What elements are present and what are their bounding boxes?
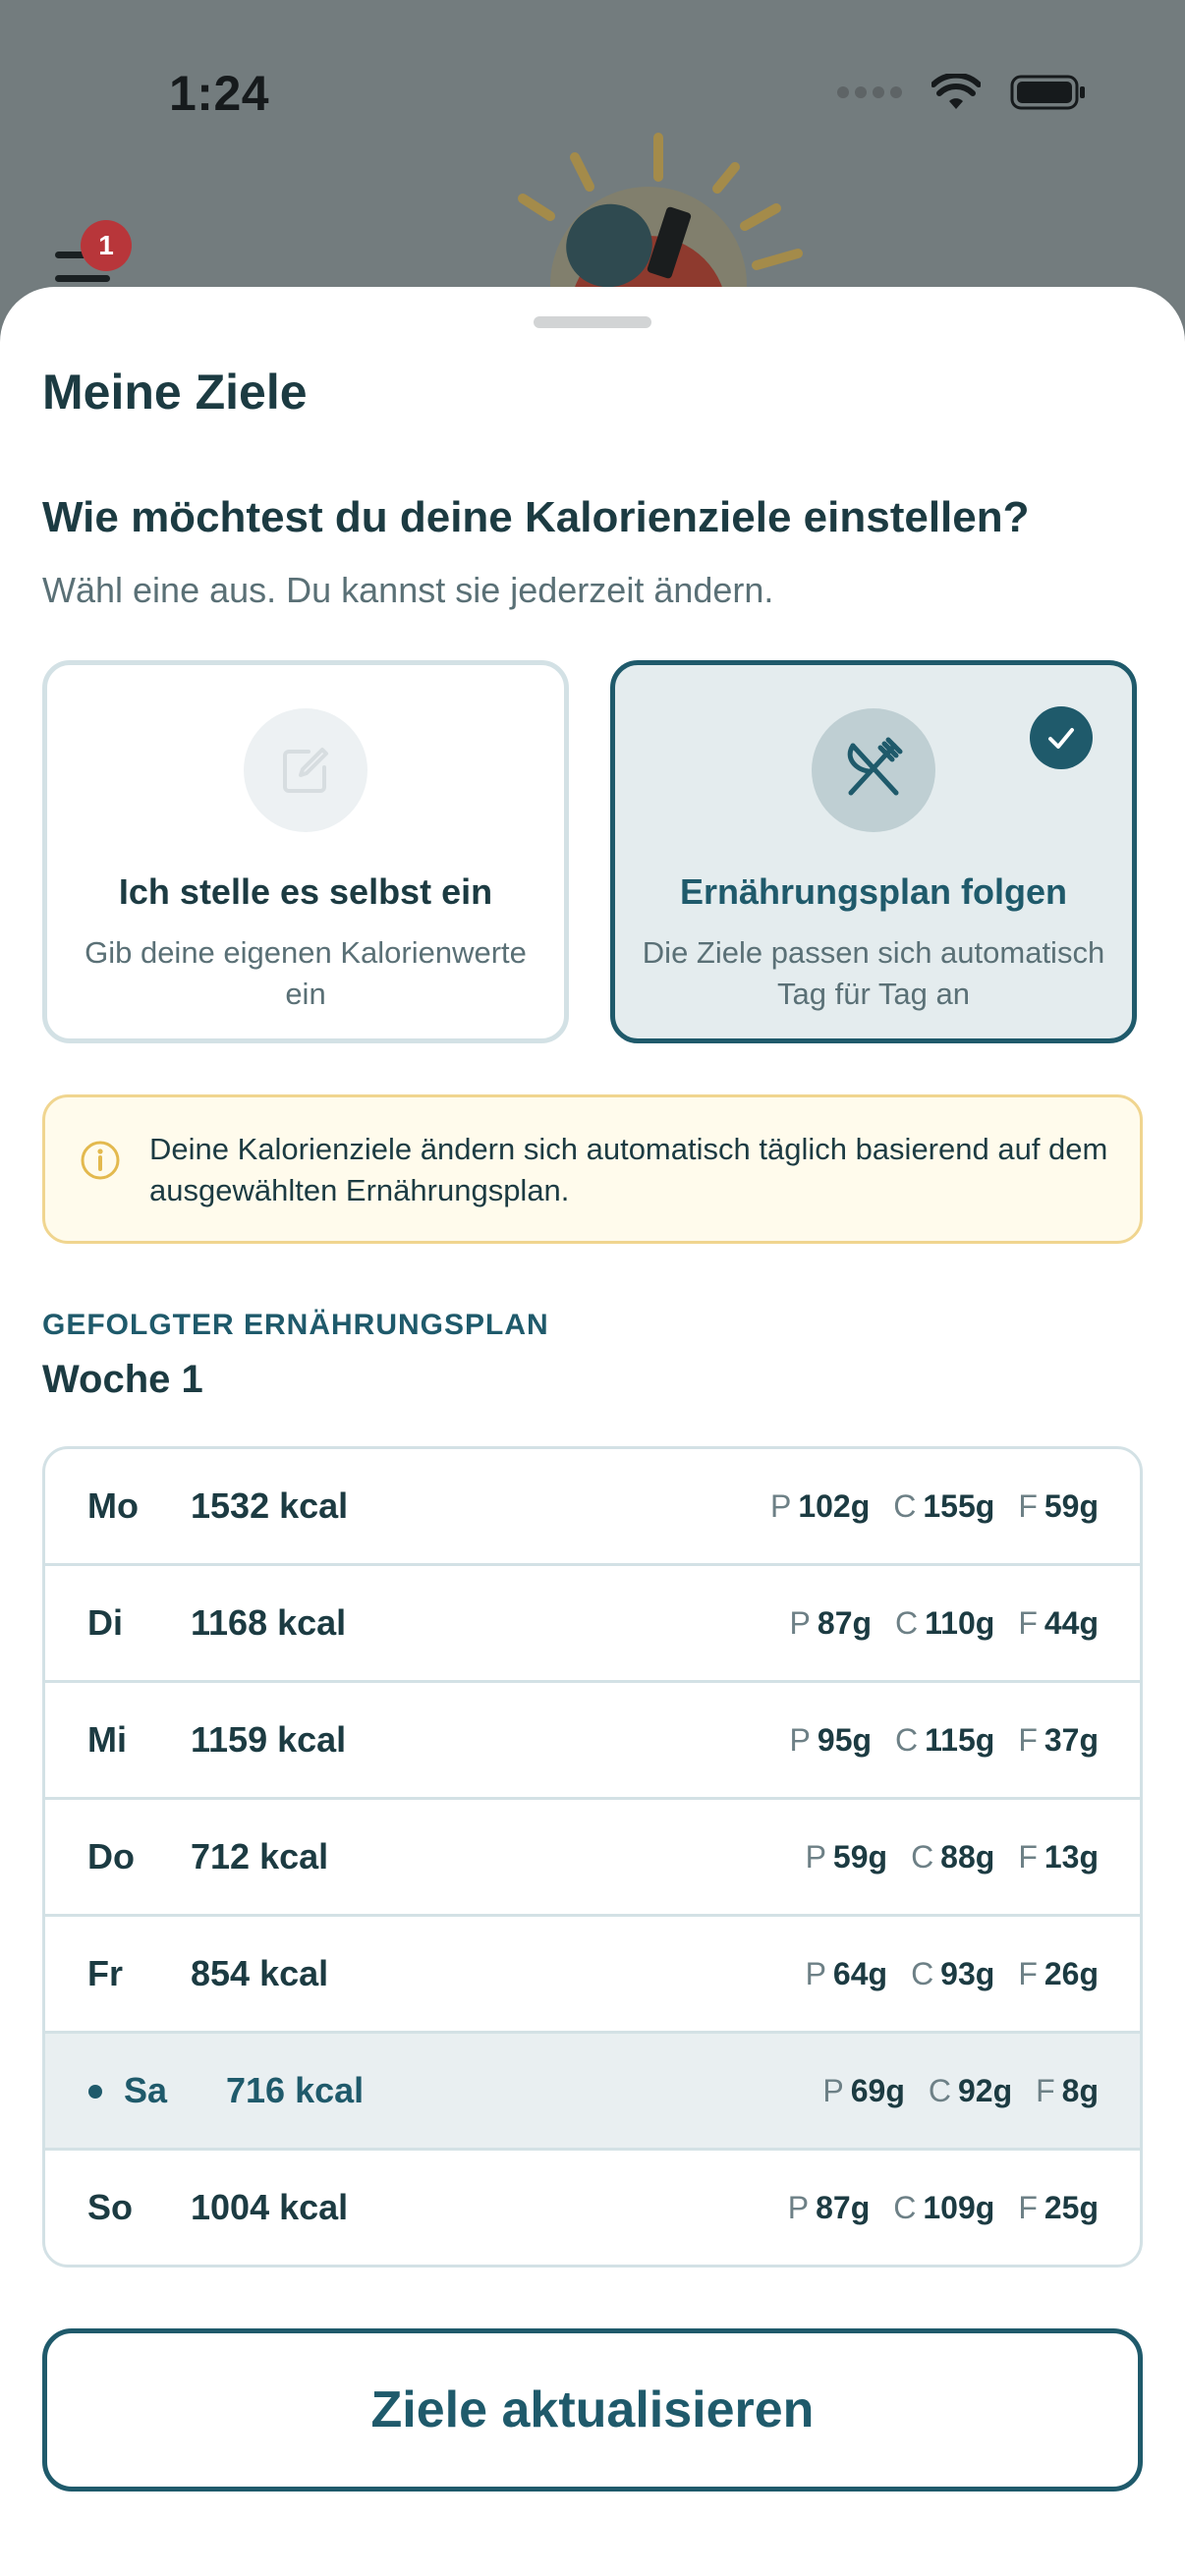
protein-value: 69g — [850, 2073, 905, 2108]
wifi-icon — [931, 74, 981, 111]
day-label: Di — [87, 1602, 123, 1643]
day-macros — [770, 1449, 1099, 1563]
fat-label: F — [1018, 1488, 1038, 1524]
day-label: Fr — [87, 1953, 123, 1993]
plan-day-row — [45, 1797, 1140, 1914]
plan-day-row — [45, 1914, 1140, 2031]
battery-icon — [1010, 73, 1087, 112]
sheet-title: Meine Ziele — [42, 364, 308, 420]
carbs-value: 88g — [940, 1839, 995, 1875]
sheet-grabber[interactable] — [534, 316, 651, 328]
goal-subtitle: Wähl eine aus. Du kannst sie jederzeit ändern. — [42, 570, 774, 610]
day-kcal: 716 kcal — [226, 2070, 365, 2110]
day-macros — [806, 1917, 1099, 2031]
day-kcal: 1159 kcal — [191, 1719, 347, 1760]
plan-day-row — [45, 2031, 1140, 2148]
option-manual[interactable] — [42, 660, 569, 1043]
protein-value: 95g — [817, 1722, 873, 1758]
option-follow-plan[interactable] — [610, 660, 1137, 1043]
protein-label: P — [789, 1605, 811, 1641]
status-time: 1:24 — [169, 66, 270, 121]
fat-label: F — [1018, 1839, 1038, 1875]
carbs-label: C — [895, 1605, 919, 1641]
fat-value: 26g — [1044, 1956, 1099, 1991]
selected-check-icon — [1030, 706, 1093, 769]
fat-label: F — [1018, 1605, 1038, 1641]
notification-badge: 1 — [81, 220, 132, 271]
day-kcal: 1532 kcal — [191, 1485, 349, 1526]
protein-value: 87g — [816, 2190, 871, 2225]
plan-day-row — [45, 1680, 1140, 1797]
protein-value: 102g — [798, 1488, 871, 1524]
day-label: Mi — [87, 1719, 127, 1760]
carbs-value: 115g — [925, 1722, 995, 1758]
carbs-label: C — [895, 1722, 919, 1758]
carbs-value: 109g — [923, 2190, 995, 2225]
protein-value: 59g — [832, 1839, 888, 1875]
protein-label: P — [805, 1839, 826, 1875]
goal-question: Wie möchtest du deine Kalorienziele einstellen? — [42, 493, 1030, 541]
edit-icon — [244, 708, 367, 832]
fat-label: F — [1018, 1722, 1038, 1758]
today-indicator — [88, 2085, 102, 2099]
fat-value: 13g — [1044, 1839, 1099, 1875]
protein-label: P — [787, 2190, 810, 2225]
info-text: Deine Kalorienziele ändern sich automatisch täglich basierend auf dem ausgewählten Ernährungsplan. — [149, 1132, 1108, 1207]
fat-label: F — [1036, 2073, 1055, 2108]
carbs-value: 110g — [925, 1605, 995, 1641]
fat-value: 59g — [1044, 1488, 1099, 1524]
option-follow-plan-description: Die Ziele passen sich automatisch Tag für Tag an — [642, 935, 1105, 1011]
carbs-label: C — [893, 1488, 917, 1524]
fat-value: 37g — [1044, 1722, 1099, 1758]
update-goals-button[interactable]: Ziele aktualisieren — [42, 2328, 1143, 2492]
info-banner — [42, 1094, 1143, 1244]
option-follow-plan-title: Ernährungsplan folgen — [679, 871, 1067, 912]
plan-day-row — [45, 1563, 1140, 1680]
cellular-signal-icon — [837, 86, 902, 98]
status-icons — [837, 73, 1087, 112]
day-kcal: 1004 kcal — [191, 2187, 349, 2227]
day-macros — [788, 2151, 1099, 2265]
day-kcal: 1168 kcal — [191, 1602, 347, 1643]
day-macros — [822, 2034, 1099, 2148]
day-label: Sa — [124, 2070, 168, 2110]
day-label: Do — [87, 1836, 135, 1876]
day-label: Mo — [87, 1485, 139, 1526]
day-macros — [790, 1566, 1099, 1680]
plan-week-title: Woche 1 — [42, 1358, 203, 1401]
carbs-label: C — [928, 2073, 951, 2108]
carbs-label: C — [911, 1839, 934, 1875]
plan-day-row — [45, 2148, 1140, 2265]
carbs-value: 155g — [923, 1488, 995, 1524]
carbs-label: C — [911, 1956, 934, 1991]
carbs-label: C — [893, 2190, 917, 2225]
app-backdrop — [0, 0, 1185, 334]
protein-label: P — [789, 1722, 811, 1758]
plan-day-row — [45, 1449, 1140, 1563]
day-macros — [806, 1800, 1099, 1914]
carbs-value: 93g — [940, 1956, 995, 1991]
day-macros — [790, 1683, 1099, 1797]
option-manual-title: Ich stelle es selbst ein — [118, 871, 493, 912]
info-icon — [79, 1139, 122, 1182]
fat-label: F — [1018, 2190, 1038, 2225]
protein-label: P — [805, 1956, 826, 1991]
protein-value: 64g — [832, 1956, 888, 1991]
plan-section-label: GEFOLGTER ERNÄHRUNGSPLAN — [42, 1309, 549, 1341]
fork-knife-icon — [812, 708, 935, 832]
day-kcal: 854 kcal — [191, 1953, 329, 1993]
protein-label: P — [769, 1488, 792, 1524]
plan-day-table — [42, 1446, 1143, 2268]
option-manual-description: Gib deine eigenen Kalorienwerte ein — [85, 935, 527, 1011]
fat-value: 8g — [1061, 2073, 1099, 2108]
day-kcal: 712 kcal — [191, 1836, 329, 1876]
protein-label: P — [822, 2073, 844, 2108]
fat-label: F — [1018, 1956, 1038, 1991]
goals-sheet — [0, 287, 1185, 2576]
day-label: So — [87, 2187, 134, 2227]
fat-value: 44g — [1044, 1605, 1099, 1641]
fat-value: 25g — [1044, 2190, 1099, 2225]
protein-value: 87g — [817, 1605, 873, 1641]
carbs-value: 92g — [957, 2073, 1013, 2108]
